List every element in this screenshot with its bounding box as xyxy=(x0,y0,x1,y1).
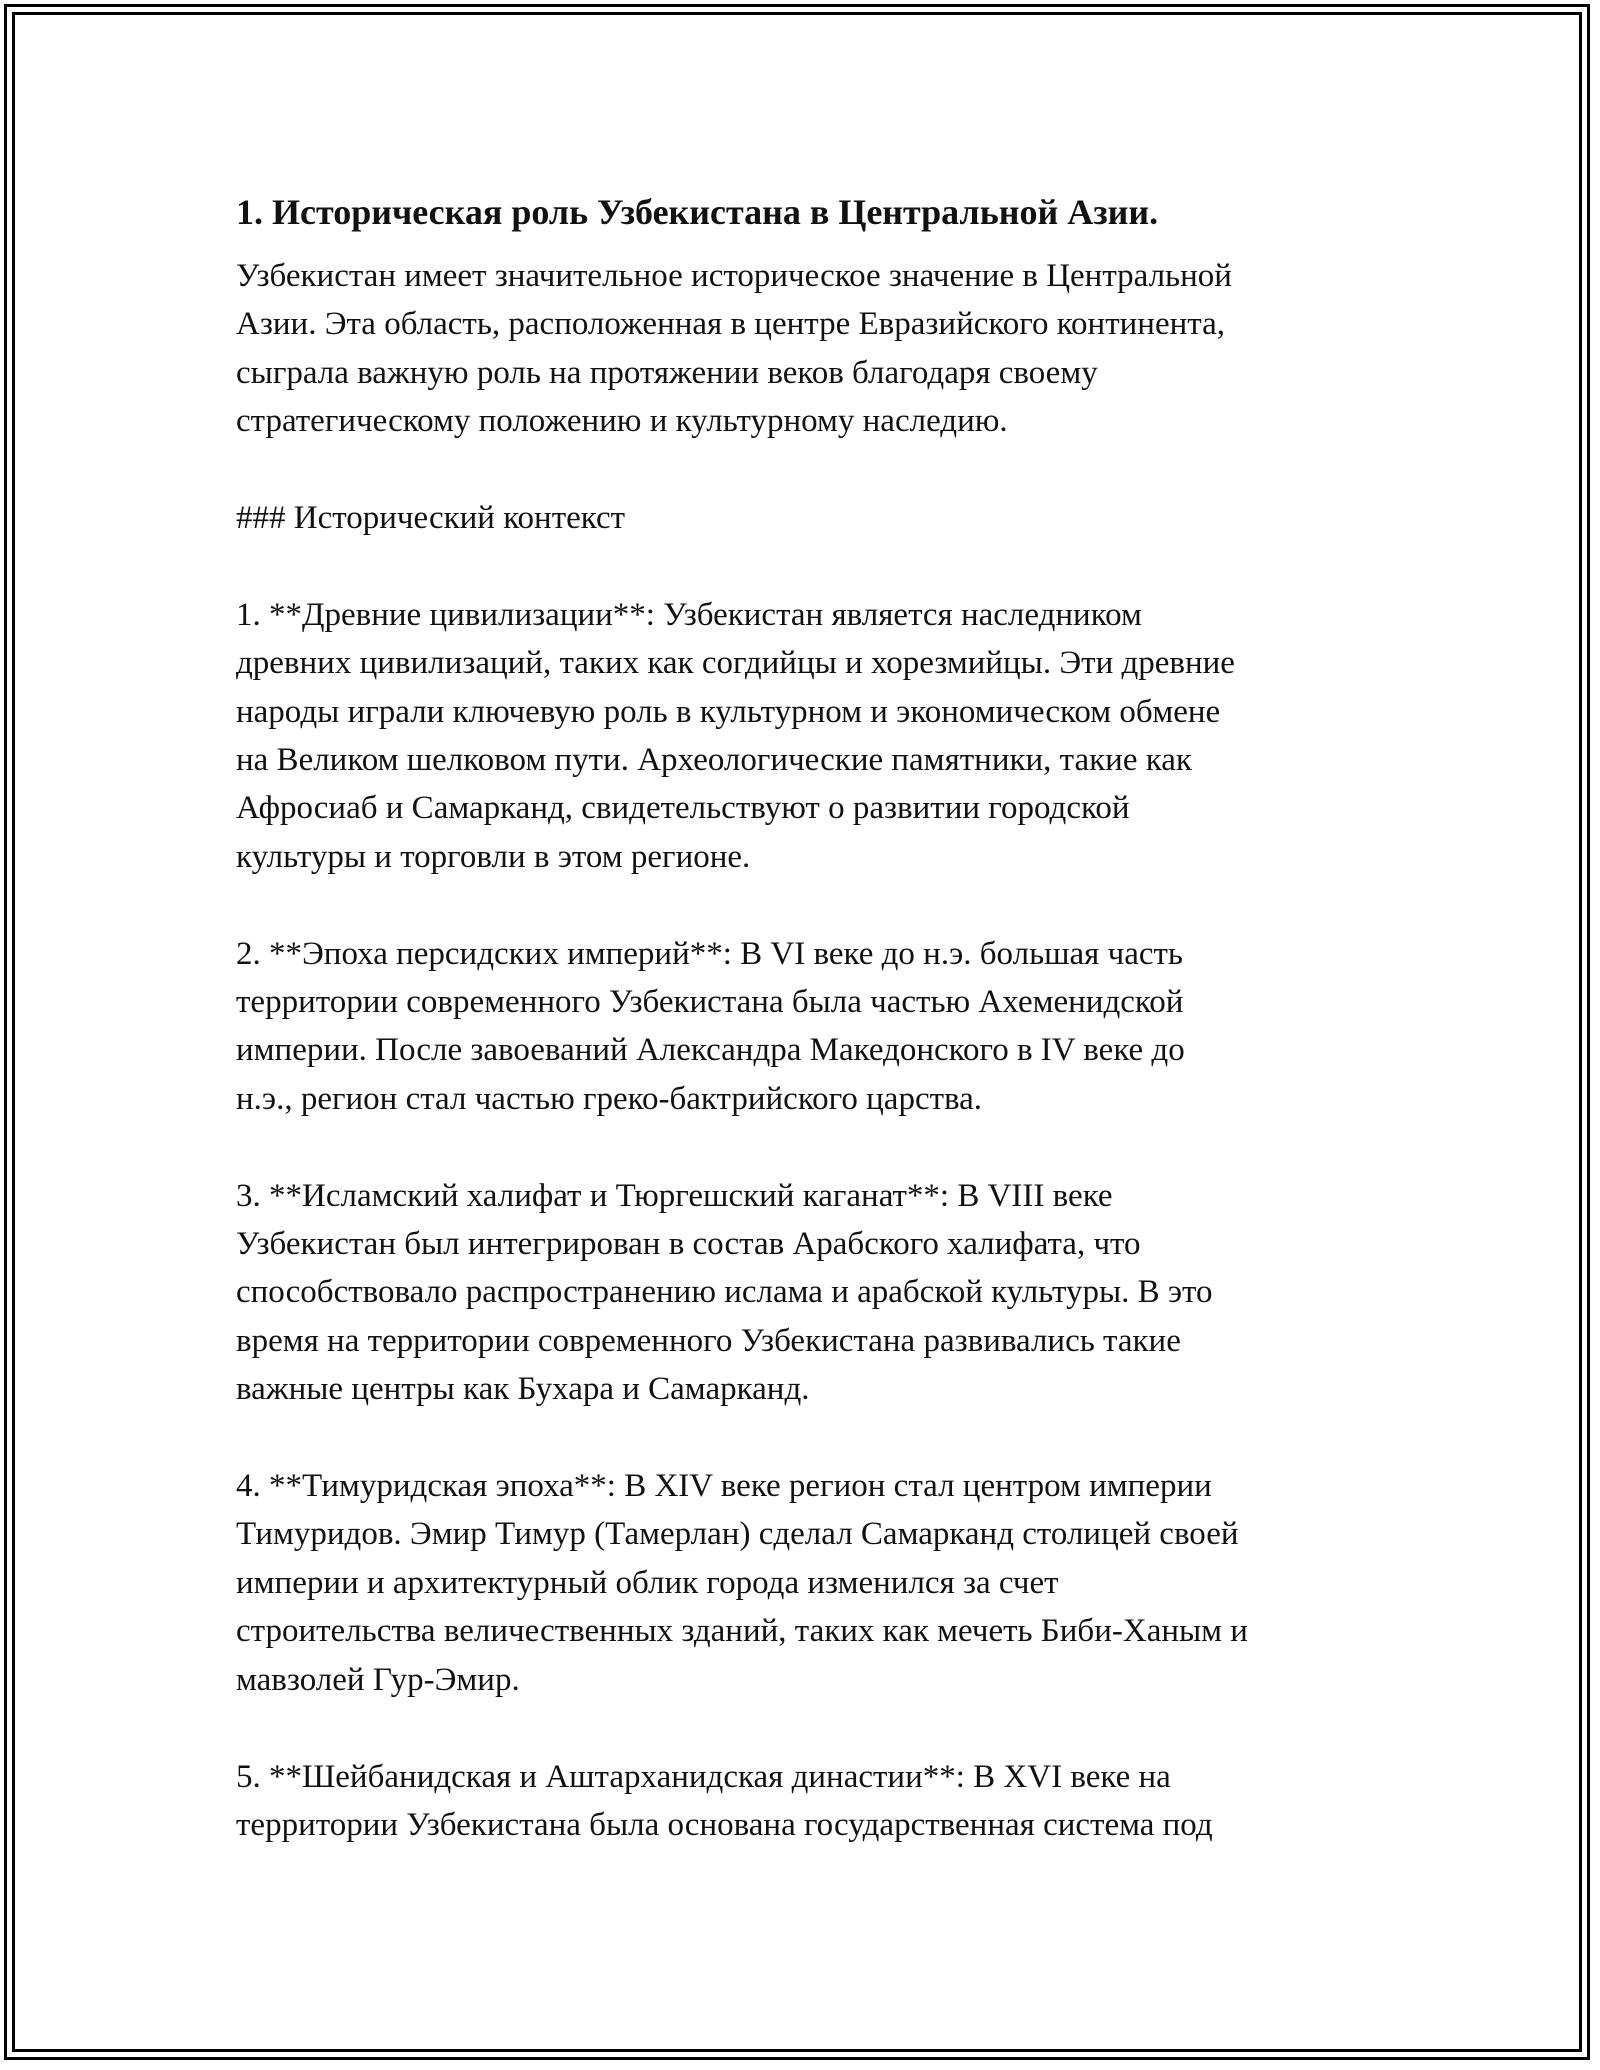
paragraph-line: ### Исторический контекст xyxy=(236,500,626,537)
paragraph-line: Афросиаб и Самарканд, свидетельствуют о развитии городской xyxy=(236,790,1130,827)
paragraph-line: территории современного Узбекистана была частью Ахеменидской xyxy=(236,984,1184,1021)
paragraph-line: способствовало распространению ислама и арабской культуры. В это xyxy=(236,1274,1213,1311)
paragraph-line: Узбекистан был интегрирован в состав Арабского халифата, что xyxy=(236,1226,1141,1263)
paragraph xyxy=(236,1753,1386,1850)
paragraph-list xyxy=(236,252,1386,1849)
paragraph-line: мавзолей Гур-Эмир. xyxy=(236,1661,520,1698)
paragraph-line: культуры и торговли в этом регионе. xyxy=(236,838,751,875)
paragraph-line: 3. **Исламский халифат и Тюргешский каганат**: В VIII веке xyxy=(236,1177,1113,1214)
paragraph-line: 4. **Тимуридская эпоха**: В XIV веке регион стал центром империи xyxy=(236,1468,1212,1505)
paragraph-line: 2. **Эпоха персидских империй**: В VI веке до н.э. большая часть xyxy=(236,935,1183,972)
paragraph xyxy=(236,494,1386,542)
paragraph-line: народы играли ключевую роль в культурном и экономическом обмене xyxy=(236,693,1221,730)
paragraph xyxy=(236,930,1386,1124)
paragraph-line: время на территории современного Узбекистана развивались такие xyxy=(236,1322,1181,1359)
paragraph-line: на Великом шелковом пути. Археологические памятники, такие как xyxy=(236,742,1192,779)
paragraph xyxy=(236,1172,1386,1414)
paragraph-line: строительства величественных зданий, таких как мечеть Биби-Ханым и xyxy=(236,1613,1248,1650)
paragraph-line: 5. **Шейбанидская и Аштарханидская династии**: В XVI веке на xyxy=(236,1758,1171,1795)
paragraph-line: 1. **Древние цивилизации**: Узбекистан является наследником xyxy=(236,596,1142,633)
paragraph-line: древних цивилизаций, таких как согдийцы и хорезмийцы. Эти древние xyxy=(236,645,1235,682)
paragraph-line: н.э., регион стал частью греко-бактрийского царства. xyxy=(236,1080,983,1117)
paragraph-line: Узбекистан имеет значительное историческое значение в Центральной xyxy=(236,258,1232,294)
paragraph-line: сыграла важную роль на протяжении веков благодаря своему xyxy=(236,354,1098,391)
paragraph xyxy=(236,1462,1386,1704)
paragraph-line: важные центры как Бухара и Самарканд. xyxy=(236,1371,810,1408)
paragraph-line: стратегическому положению и культурному наследию. xyxy=(236,403,1008,440)
document-title: 1. Историческая роль Узбекистана в Центральной Азии. xyxy=(236,192,1159,232)
paragraph xyxy=(236,591,1386,881)
paragraph-line: империи и архитектурный облик города изменился за счет xyxy=(236,1564,1059,1601)
paragraph-line: империи. После завоеваний Александра Македонского в IV веке до xyxy=(236,1032,1185,1069)
paragraph-line: Азии. Эта область, расположенная в центре Евразийского континента, xyxy=(236,306,1225,343)
paragraph xyxy=(236,252,1386,446)
paragraph-line: территории Узбекистана была основана государственная система под xyxy=(236,1806,1213,1843)
document-body xyxy=(236,184,1386,1898)
paragraph-line: Тимуридов. Эмир Тимур (Тамерлан) сделал Самарканд столицей своей xyxy=(236,1516,1239,1553)
